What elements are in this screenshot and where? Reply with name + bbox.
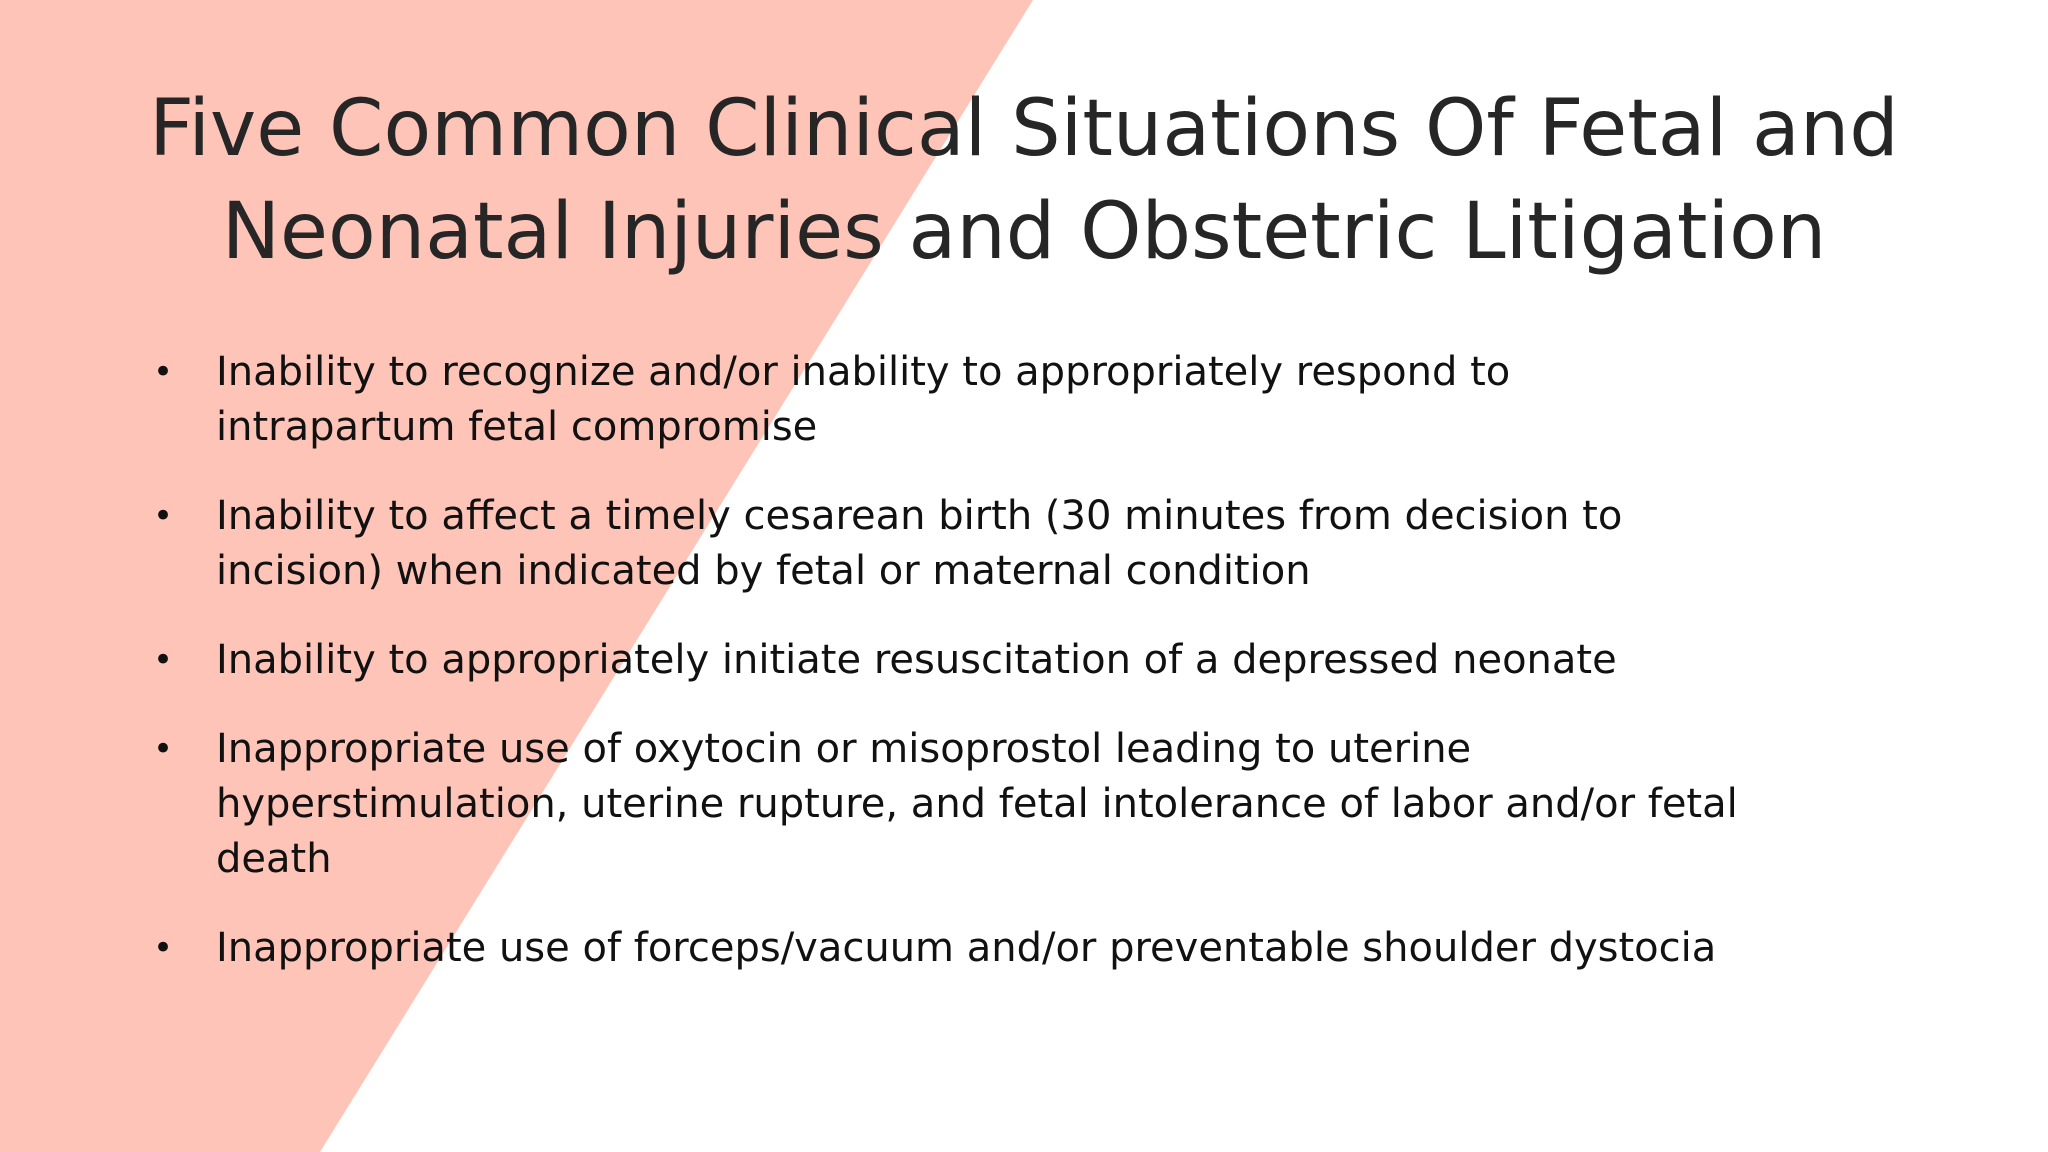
bullet-5-line-1: Inappropriate use of forceps/vacuum and/or preventable shoulder dystocia xyxy=(216,925,1717,971)
bullet-item-5 xyxy=(148,921,1908,976)
bullet-dot-icon: • xyxy=(152,352,174,392)
bullet-dot-icon: • xyxy=(152,928,174,968)
slide-title xyxy=(100,78,1948,284)
bullet-1-line-1: Inability to recognize and/or inability to appropriately respond to xyxy=(216,349,1511,395)
title-line-1: Five Common Clinical Situations Of Fetal and xyxy=(149,84,1899,174)
bullet-item-1 xyxy=(148,345,1908,455)
bullet-2-line-2: incision) when indicated by fetal or maternal condition xyxy=(216,548,1311,594)
bullet-2-line-1: Inability to affect a timely cesarean birth (30 minutes from decision to xyxy=(216,493,1623,539)
bullet-4-line-1: Inappropriate use of oxytocin or misoprostol leading to uterine xyxy=(216,726,1472,772)
bullet-item-4 xyxy=(148,722,1908,887)
bullet-list xyxy=(148,345,1908,1010)
bullet-dot-icon: • xyxy=(152,496,174,536)
bullet-item-2 xyxy=(148,489,1908,599)
bullet-3-line-1: Inability to appropriately initiate resuscitation of a depressed neonate xyxy=(216,637,1617,683)
bullet-dot-icon: • xyxy=(152,640,174,680)
bullet-4-line-3: death xyxy=(216,836,332,882)
title-line-2: Neonatal Injuries and Obstetric Litigation xyxy=(221,187,1827,277)
bullet-1-line-2: intrapartum fetal compromise xyxy=(216,404,818,450)
bullet-dot-icon: • xyxy=(152,729,174,769)
bullet-4-line-2: hyperstimulation, uterine rupture, and fetal intolerance of labor and/or fetal xyxy=(216,781,1738,827)
bullet-item-3 xyxy=(148,633,1908,688)
